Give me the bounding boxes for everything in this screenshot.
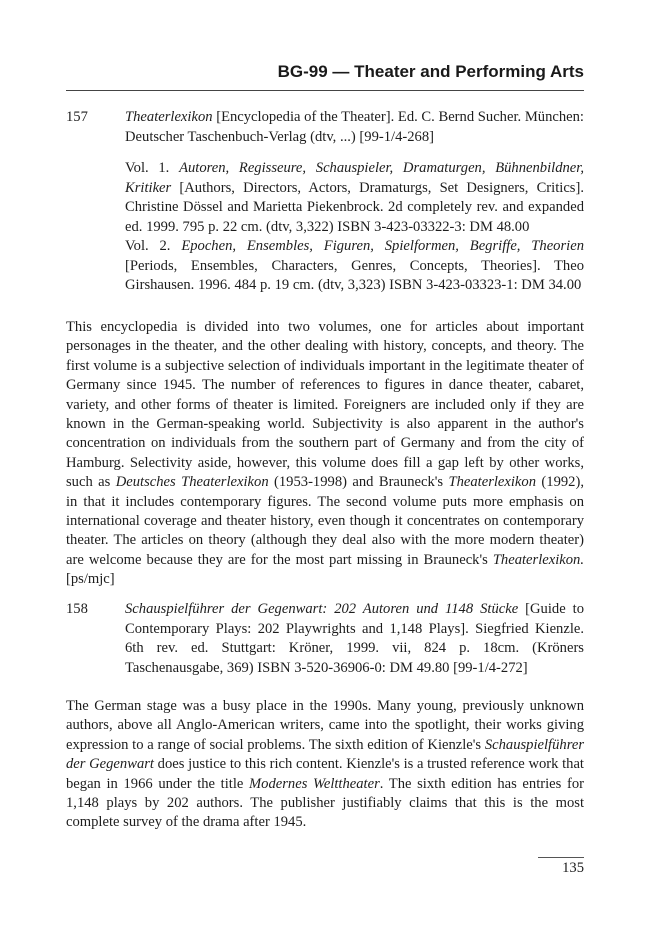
volume-prefix: Vol. 1. bbox=[125, 160, 180, 176]
footer-rule bbox=[538, 857, 584, 858]
volume-prefix: Vol. 2. bbox=[125, 238, 182, 254]
volume-1 bbox=[125, 159, 584, 237]
header-rule bbox=[66, 90, 584, 91]
citation-details: [Guide to Contemporary Plays: 202 Playwrights and 1,148 Plays]. Siegfried Kienzle. 6th rev. ed. Stuttgart: Kröner, 1999. vii, 824 p. 18cm. (Kröners Taschenausgabe, 369) ISBN 3-520-36906-0: DM 49.80 [99-1/4-272] bbox=[125, 601, 584, 676]
text-run: [ps/mjc] bbox=[66, 571, 115, 588]
entry-citation bbox=[125, 108, 584, 147]
text-run: (1953-1998) and Brauneck's bbox=[268, 474, 449, 491]
citation-title: Schauspielführer der Gegenwart: 202 Autoren und 1148 Stücke bbox=[125, 601, 519, 617]
entry-number: 158 bbox=[66, 601, 88, 617]
text-run: The German stage was a busy place in the 1990s. Many young, previously unknown authors, above all Anglo-American writers, came into the spotlight, their works giving expression to a range of social problems. The sixth edition of Kienzle's bbox=[66, 698, 584, 753]
citation-title: Theaterlexikon bbox=[125, 109, 213, 125]
text-run: This encyclopedia is divided into two volumes, one for articles about important personages in the theater, and the other dealing with history, concepts, and theory. The first volume is a subjective selection of individuals important in the legitimate theater of Germany since 1945. The number of references to figures in dance theater, cabaret, variety, and other forms of theater is limited. Foreigners are included only if they are known in the German-speaking world. Subjectivity is also apparent in the author's concentration on individuals from the southern part of Germany and from the city of Hamburg. Selectivity aside, however, this volume does fill a gap left by other works, such as bbox=[66, 319, 584, 491]
volume-title: Autoren, Regisseure, Schauspieler, Dramaturgen, Bühnenbildner, Kritiker bbox=[125, 160, 584, 196]
entry-157-description bbox=[66, 318, 584, 590]
italic-title: Theaterlexikon. bbox=[492, 551, 584, 568]
entry-158 bbox=[66, 600, 584, 678]
running-header: BG-99 — Theater and Performing Arts bbox=[277, 62, 584, 81]
entry-158-description bbox=[66, 697, 584, 833]
text-run: (1992), in that it includes contemporary figures. The second volume puts more emphasis on international coverage and theater history, even though it concentrates on contemporary theater. The articles on theory (although they deal also with the more modern theater) are welcome because they are for the most part missing in Brauneck's bbox=[66, 474, 584, 568]
volume-2 bbox=[125, 237, 584, 296]
text-run: does justice to this rich content. Kienzle's is a trusted reference work that began in 1966 under the title bbox=[66, 756, 584, 792]
italic-title: Modernes Welttheater bbox=[249, 775, 380, 792]
entry-citation bbox=[125, 600, 584, 678]
italic-title: Deutsches Theaterlexikon bbox=[115, 474, 269, 491]
entry-citation-block bbox=[125, 108, 584, 296]
volume-details: [Periods, Ensembles, Characters, Genres, Concepts, Theories]. Theo Girshausen. 1996. 484 p. 19 cm. (dtv, 3,323) ISBN 3-423-03323-1: DM 34.00 bbox=[125, 257, 584, 293]
citation-details: [Encyclopedia of the Theater]. Ed. C. Bernd Sucher. München: Deutscher Taschenbuch-Verlag (dtv, ...) [99-1/4-268] bbox=[125, 109, 584, 145]
text-run: . The sixth edition has entries for 1,148 plays by 202 authors. The publisher justifiably claims that this is the most complete survey of the drama after 1945. bbox=[66, 775, 584, 831]
italic-title: Schauspielführer der Gegenwart bbox=[66, 736, 584, 773]
entry-number: 157 bbox=[66, 109, 88, 125]
volume-details: [Authors, Directors, Actors, Dramaturgs, Set Designers, Critics]. Christine Dössel and Marietta Piekenbrock. 2d completely rev. and expanded ed. 1999. 795 p. 22 cm. (dtv, 3,322) ISBN 3-423-03322-3: DM 48.00 bbox=[125, 179, 584, 235]
volume-title: Epochen, Ensembles, Figuren, Spielformen, Begriffe, Theorien bbox=[181, 238, 584, 254]
page-number: 135 bbox=[562, 860, 584, 876]
entry-citation-block bbox=[125, 600, 584, 678]
entry-157 bbox=[66, 108, 584, 296]
italic-title: Theaterlexikon bbox=[448, 474, 537, 491]
